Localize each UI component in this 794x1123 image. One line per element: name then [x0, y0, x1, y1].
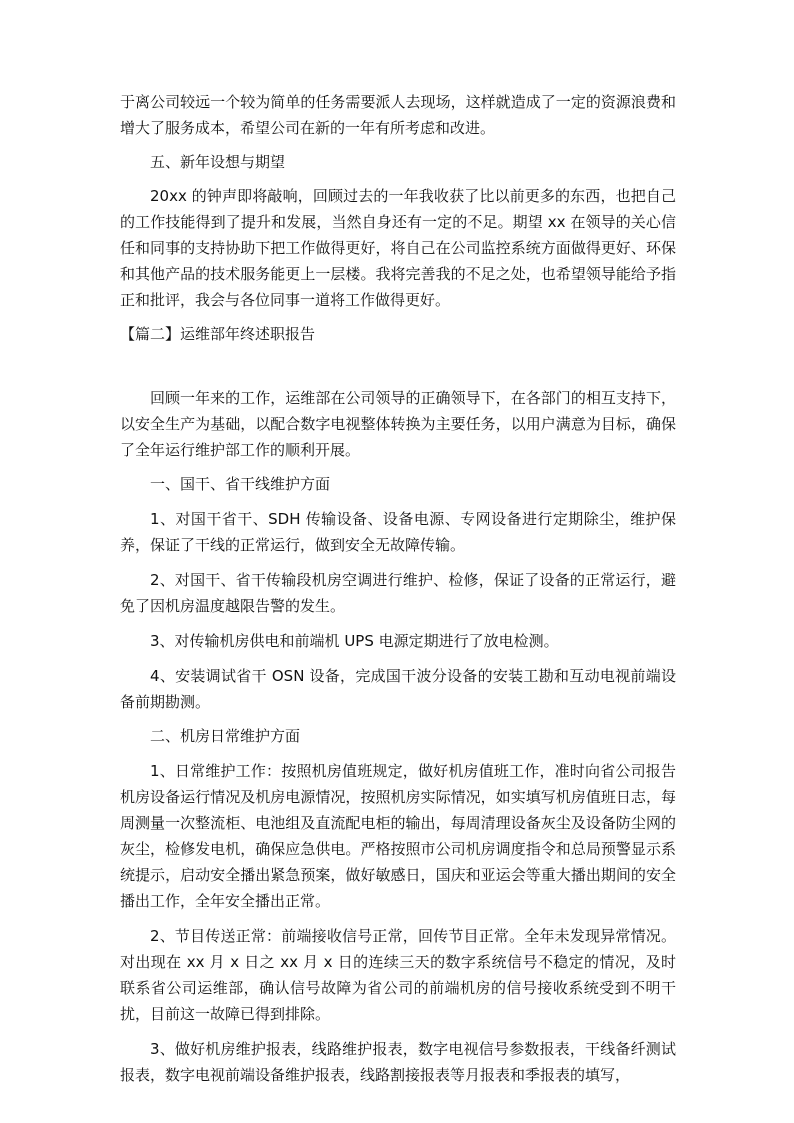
paragraph-new-year-outlook: 20xx 的钟声即将敲响，回顾过去的一年我收获了比以前更多的东西，也把自己的工作技能得到了提升和发展，当然自身还有一定的不足。期望 xx 在领导的关心信任和同事的支持协助下把工作做得更好，将自己在公司监控系统方面做得更好、环保和其他产品的技术服务能更上一层楼。我将完善我的不足之处，也希望领导能给予指正和批评，我会与各位同事一道将工作做得更好。 — [120, 187, 676, 309]
part-two-title: 【篇二】运维部年终述职报告 — [120, 325, 316, 343]
list-item-trunk-maintenance-1: 1、对国干省干、SDH 传输设备、设备电源、专网设备进行定期除尘，维护保养，保证了干线的正常运行，做到安全无故障传输。 — [120, 510, 676, 554]
list-item-room-maintenance-3: 3、做好机房维护报表，线路维护报表，数字电视信号参数报表，干线备纤测试报表，数字电视前端设备维护报表，线路割接报表等月报表和季报表的填写， — [120, 1040, 676, 1084]
list-item-trunk-maintenance-4: 4、安装调试省干 OSN 设备，完成国干波分设备的安装工勘和互动电视前端设备前期勘测。 — [120, 667, 676, 711]
document-body — [120, 89, 676, 1088]
list-item-trunk-maintenance-2: 2、对国干、省干传输段机房空调进行维护、检修，保证了设备的正常运行，避免了因机房温度越限告警的发生。 — [120, 571, 676, 615]
paragraph-year-review: 回顾一年来的工作，运维部在公司领导的正确领导下，在各部门的相互支持下，以安全生产为基础，以配合数字电视整体转换为主要任务，以用户满意为目标，确保了全年运行维护部工作的顺利开展。 — [120, 389, 676, 459]
list-item-room-maintenance-1: 1、日常维护工作：按照机房值班规定，做好机房值班工作，准时向省公司报告机房设备运行情况及机房电源情况，按照机房实际情况，如实填写机房值班日志，每周测量一次整流柜、电池组及直流配电柜的输出，每周清理设备灰尘及设备防尘网的灰尘，检修发电机，确保应急供电。严格按照市公司机房调度指令和总局预警显示系统提示，启动安全播出紧急预案，做好敏感日，国庆和亚运会等重大播出期间的安全播出工作，全年安全播出正常。 — [120, 762, 676, 910]
section-two-heading: 二、机房日常维护方面 — [150, 727, 301, 745]
section-one-heading: 一、国干、省干线维护方面 — [150, 475, 331, 493]
blank-line — [120, 347, 676, 385]
section-five-heading: 五、新年设想与期望 — [150, 153, 286, 171]
paragraph-resource-cost: 于离公司较远一个较为简单的任务需要派人去现场，这样就造成了一定的资源浪费和增大了服务成本，希望公司在新的一年有所考虑和改进。 — [120, 93, 676, 137]
list-item-trunk-maintenance-3: 3、对传输机房供电和前端机 UPS 电源定期进行了放电检测。 — [150, 632, 559, 650]
list-item-room-maintenance-2: 2、节目传送正常：前端接收信号正常，回传节目正常。全年未发现异常情况。对出现在 xx 月 x 日之 xx 月 x 日的连续三天的数字系统信号不稳定的情况，及时联系省公司运维部，确认信号故障为省公司的前端机房的信号接收系统受到不明干扰，目前这一故障已得到排除。 — [120, 927, 676, 1023]
